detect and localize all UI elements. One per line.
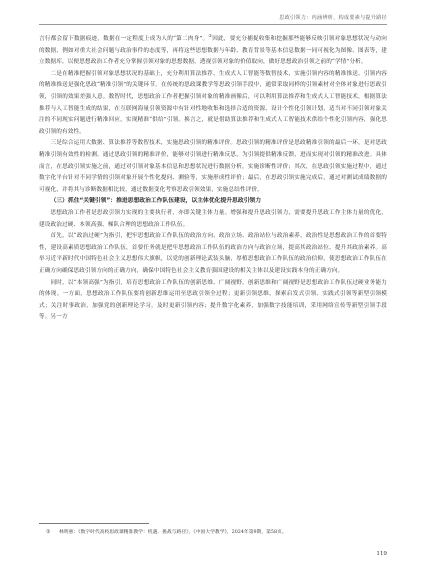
paragraph-1-start: 言行都会留下数据痕迹，数据在一定程度上成为人的“第二肉身”。 [39,36,209,42]
paragraph-1-rest: 因此，要充分捕捉收集和挖掘那些能够反映引领对象思想状况与动向的数据，例如对重大社会问题与政治事件的态度等，再将这些思想数据与年龄、教育背景等基本信息数据一同可视化为图像、图表等，建立数据库，以便思想政治工作者充分掌握引领对象的思想数据，透视引领对象的价值取向，做好思想政治引领之前的“学情”分析。 [39,36,387,66]
running-header: 思政引领力：内涵辨析、构成要素与提升路径 [279,15,387,21]
footnote [46,528,386,537]
paragraph-6: 同时，以“本领高强”为指引，培育思想政治工作队伍的创新思维、广阔视野。创新思维和广阔视野是思想政治工作队伍过硬业务能力的体现。一方面，思想政治工作队伍要将创新思维运用至思政引领全过程；更新引领思维，探索启发式引领、实践式引领等新型引领模式；关注时事政治，加强党的创新理论学习，及时更新引领内容；提升数字化素养，加强数字技能培训，采用网络宣传等新型引领手段等。另一方 [39,279,387,321]
section-heading: （三）抓住“关键引领”：推进思想政治工作队伍建设，以主体优化提升思政引领力 [50,198,262,205]
page-number: 119 [376,551,387,557]
footnote-reference[interactable]: ① [208,33,213,39]
footnote-text: 林明惠：《数字时代高校思政课精准教学：机遇、挑战与路径》，《中国大学教学》，2024年第9期，第58页。 [59,530,287,535]
paragraph-3: 三是综合运用大数据、算法推荐等数智技术，实施思政引领的精准评价。思政引领的精准评价是思政精准引领的最后一环，是对思政精准引领有效性的检测。通过思政引领的精准评价，能够对引领进行精准反思，为引领提供精准反馈，进而实现对引领的精准改进。具体而言，在思政引领实施之前，通过对引领对象基本信息和思想状况进行数据分析，实施诊断性评价；其次，在思政引领实施过程中，通过数字化平台针对不同学情的引领对象开展个性化提问、测验等，实施形成性评价；最后，在思政引领实施完成后，通过对测试成绩数据的可视化，并将其与诊断数据相比较，通过数据变化考察思政引领效果，实施总结性评价。 [39,140,387,193]
header-rule [39,24,387,25]
footnote-rule [39,523,149,524]
footnote-mark: ① [46,530,51,535]
paragraph-5: 首先，以“政治过硬”为指引，把牢思想政治工作队伍的政治方向、政治立场、政治站位与政治素养。政治性是思想政治工作的首要特性，建设高素质思想政治工作队伍，首要任务就是把牢思想政治工作队伍的政治方向与政治立场，提高其政治站位、提升其政治素养。高举习近平新时代中国特色社会主义思想伟大旗帜，以党的创新理论武装头脑，厚植思想政治工作队伍的政治信仰，使思想政治工作队伍在正确方向确保思政引领方向的正确方向，确保中国特色社会主义教育强国建设的相关主体以及建设实践本身的正确方向。 [39,233,387,275]
main-text [39,34,387,324]
paragraph-1 [39,34,387,69]
paragraph-4: 思想政治工作者是思政引领力实现的主要执行者，亦即关键主体力量。增强和提升思政引领力，需要提升思政工作主体力量的优化，建设政治过硬、本领高强、梯队合理的思想政治工作队伍。 [39,210,387,228]
paragraph-2: 二是在精准把握引领对象思想状况的基础上，充分利用算法推荐、生成式人工智能等数智技术，实施引领内容的精准推送。引领内容的精准推送是强化思政“精准引领”的关键环节。在传统的思政课教学等思政引领手段中，通常采取同样的引领素材对全体对象进行思政引领，引领的效果差强人意。数智时代，思想政治工作者把握引领对象的精准画像后，可以利用算法推荐和生成式人工智能技术，根据算法推荐与人工智能生成的结果，在互联网海量引领资源中有针对性地收集和选择合适的资源，设计个性化引领计划，适当对不同引领对象关注的不同现实问题进行精准回应，实现精准“供给”引领。换言之，就是借助算法推荐和生成式人工智能技术供给个性化引领内容，强化思政引领的有效性。 [39,70,387,135]
